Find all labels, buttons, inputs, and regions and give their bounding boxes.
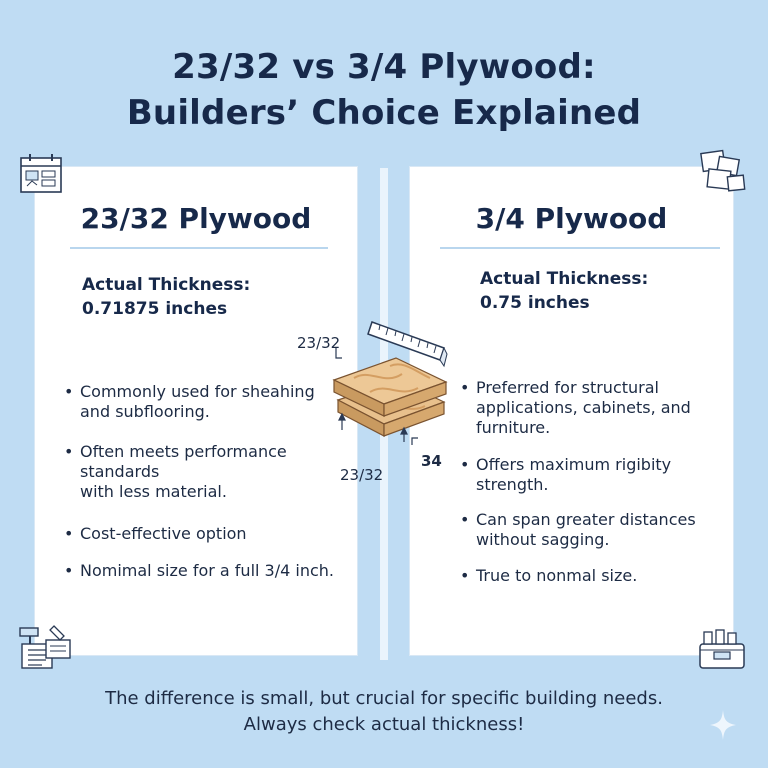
dimension-label-top: 23/32	[297, 334, 341, 352]
tools-blueprint-icon	[16, 622, 74, 672]
card-3-4-heading: 3/4 Plywood	[475, 202, 668, 235]
list-item: • Commonly used for sheahing and subflooring.	[62, 382, 342, 422]
card-3-4-rule	[440, 247, 720, 249]
card-3-4-thickness-label: Actual Thickness:	[480, 269, 649, 289]
card-23-32-heading: 23/32 Plywood	[80, 202, 312, 235]
dimension-label-right: 34	[421, 452, 442, 470]
list-item: • Offers maximum rigibity strength.	[458, 455, 728, 495]
calendar-icon	[18, 152, 66, 196]
footer-line2: Always check actual thickness!	[243, 714, 525, 735]
footer-line1: The difference is small, but crucial for specific building needs.	[105, 688, 663, 709]
list-item: • True to nonmal size.	[458, 566, 728, 586]
card-23-32-thickness-value: 0.71875 inches	[82, 299, 228, 319]
card-3-4-thickness-value: 0.75 inches	[480, 293, 590, 313]
page-title	[0, 44, 768, 136]
plywood-stack-illustration	[320, 310, 460, 460]
notes-icon	[696, 148, 748, 196]
page-title-line1: 23/32 vs 3/4 Plywood:	[172, 47, 596, 87]
list-item: • Can span greater distances without sagging.	[458, 510, 728, 550]
list-item: • Preferred for structural applications, cabinets, and furniture.	[458, 378, 728, 438]
list-item: • Often meets performance standards with less material.	[62, 442, 342, 502]
toolbox-icon	[694, 624, 750, 672]
list-item: • Cost-effective option	[62, 524, 342, 544]
card-3-4-bullets	[458, 378, 728, 586]
ruler-icon	[368, 322, 447, 366]
card-23-32-bullets	[62, 382, 342, 581]
card-23-32-thickness-label: Actual Thickness:	[82, 275, 251, 295]
page-title-line2: Builders’ Choice Explained	[126, 93, 642, 133]
dimension-label-bottom: 23/32	[340, 466, 384, 484]
sparkle-icon	[708, 708, 738, 742]
card-23-32-rule	[70, 247, 328, 249]
list-item: • Nomimal size for a full 3/4 inch.	[62, 561, 342, 581]
